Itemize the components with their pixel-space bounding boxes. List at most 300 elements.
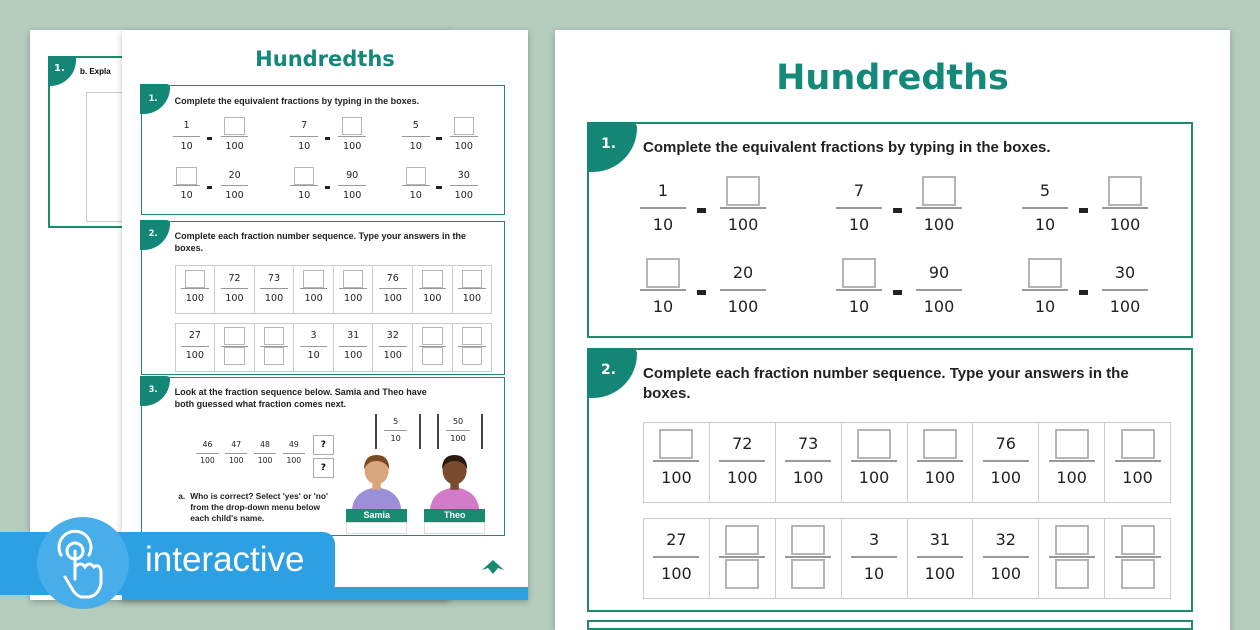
fraction-bar — [1102, 207, 1148, 209]
denominator: 100 — [1109, 297, 1141, 316]
fraction — [377, 270, 408, 308]
section-3 — [587, 620, 1193, 630]
fraction — [171, 117, 202, 155]
numerator: 90 — [346, 169, 359, 181]
numerator: 49 — [288, 439, 299, 449]
sequence-cell — [294, 324, 334, 371]
sequence-cell — [373, 266, 413, 313]
fraction-bar — [719, 556, 765, 558]
sequence-cell — [413, 324, 453, 371]
section-1 — [587, 122, 1193, 338]
sequence-cell — [908, 519, 974, 598]
numerator: 7 — [301, 120, 308, 132]
denominator: 10 — [307, 350, 320, 362]
answer-input-box[interactable] — [185, 270, 205, 288]
numerator: 27 — [666, 530, 687, 549]
denominator: 100 — [792, 468, 824, 487]
fraction-bar — [917, 556, 963, 558]
fraction — [179, 270, 210, 308]
unknown-value-box[interactable]: ? — [313, 458, 333, 478]
answer-input-box[interactable] — [462, 347, 482, 365]
sequence-cell — [373, 324, 413, 371]
answer-input-box[interactable] — [659, 429, 693, 459]
answer-input-box[interactable] — [342, 117, 362, 135]
section-number: 2. — [148, 228, 158, 239]
denominator: 10 — [848, 215, 870, 234]
denominator: 10 — [652, 215, 674, 234]
numerator: 1 — [657, 181, 669, 200]
numerator: 20 — [228, 169, 241, 181]
denominator: 100 — [923, 297, 955, 316]
fraction-bar — [653, 460, 699, 462]
speech-bubble — [375, 414, 421, 449]
fraction — [298, 327, 329, 365]
fraction — [281, 438, 306, 469]
sequence-row — [175, 323, 493, 372]
answer-input-box[interactable] — [462, 270, 482, 288]
fraction — [224, 438, 249, 469]
equals-sign — [697, 290, 706, 295]
question-label: a. — [178, 490, 186, 501]
numerator: 47 — [231, 439, 242, 449]
numerator: 5 — [412, 120, 419, 132]
answer-input-box[interactable] — [791, 559, 825, 589]
sequence-cell — [215, 266, 255, 313]
section-3 — [141, 377, 505, 536]
sequence-cell — [334, 324, 374, 371]
answer-input-box[interactable] — [454, 117, 474, 135]
denominator: 100 — [727, 297, 759, 316]
touch-icon-circle — [37, 517, 129, 609]
fraction-bar — [1022, 207, 1068, 209]
denominator: 100 — [383, 292, 402, 304]
denominator: 100 — [257, 456, 273, 466]
numerator: 76 — [386, 272, 399, 284]
equals-sign — [207, 137, 212, 140]
sequence-cell — [294, 266, 334, 313]
section-number: 1. — [54, 63, 65, 74]
section-number-badge — [140, 84, 170, 114]
denominator: 100 — [344, 292, 363, 304]
page-title: Hundredths — [255, 46, 395, 71]
denominator: 100 — [990, 468, 1022, 487]
fraction-bar — [851, 460, 897, 462]
answer-input-box[interactable] — [264, 347, 284, 365]
fraction-bar — [1115, 460, 1161, 462]
fraction — [258, 327, 289, 365]
fraction — [717, 176, 769, 240]
equals-sign — [697, 208, 706, 213]
answer-input-box[interactable] — [406, 167, 426, 185]
fraction — [179, 327, 210, 365]
equals-sign — [436, 137, 441, 140]
fraction — [253, 438, 278, 469]
section-instruction: Complete each fraction number sequence. Type your answers in the boxes. — [174, 231, 466, 254]
fraction-bar — [1022, 289, 1068, 291]
fraction — [448, 167, 479, 205]
sequence-cell — [973, 423, 1039, 502]
fraction — [1099, 176, 1151, 240]
sequence-cell — [1105, 519, 1170, 598]
worksheet — [555, 30, 1230, 630]
denominator: 100 — [200, 456, 215, 466]
answer-input-box[interactable] — [725, 525, 759, 555]
fraction — [716, 525, 768, 589]
fraction — [377, 327, 408, 365]
denominator: 100 — [343, 140, 362, 152]
equals-sign — [893, 290, 902, 295]
fraction — [289, 117, 320, 155]
section-number-badge — [140, 376, 170, 406]
fraction — [219, 117, 250, 155]
denominator: 10 — [180, 189, 193, 201]
fraction — [337, 167, 368, 205]
fraction-bar — [1049, 556, 1095, 558]
denominator: 100 — [304, 292, 323, 304]
answer-input-box[interactable] — [726, 176, 760, 206]
worksheet-page-preview — [122, 30, 528, 600]
page-title: Hundredths — [776, 58, 1009, 98]
fraction-bar — [916, 207, 962, 209]
section-instruction: Complete the equivalent fractions by typing in the boxes. — [643, 139, 1051, 156]
section-number: 1. — [148, 92, 158, 103]
answer-input-box[interactable] — [1121, 429, 1155, 459]
denominator: 100 — [343, 189, 362, 201]
section-number: 2. — [601, 362, 617, 378]
sequence-row — [643, 518, 1171, 599]
fraction-bar — [836, 207, 882, 209]
sequence-cell — [413, 266, 453, 313]
hand-tap-icon — [37, 517, 129, 609]
character-illustration-samia — [346, 449, 407, 509]
fraction — [782, 429, 834, 493]
sequence-cell — [453, 324, 492, 371]
fraction-bar — [917, 460, 963, 462]
denominator: 100 — [225, 292, 244, 304]
sequence-cell — [842, 423, 908, 502]
answer-input-box[interactable] — [224, 327, 244, 345]
denominator: 10 — [652, 297, 674, 316]
numerator: 31 — [929, 530, 951, 549]
denominator: 10 — [409, 189, 422, 201]
numerator: 30 — [457, 169, 470, 181]
fraction — [195, 438, 220, 469]
fraction-bar — [640, 289, 686, 291]
denominator: 100 — [454, 189, 473, 201]
equals-sign — [436, 186, 441, 189]
answer-dropdown[interactable] — [346, 522, 407, 534]
fraction-bar — [916, 289, 962, 291]
fraction — [914, 525, 966, 589]
sequence-cell — [176, 324, 216, 371]
fraction — [1112, 429, 1164, 493]
denominator: 100 — [185, 292, 205, 304]
answer-input-box[interactable] — [1055, 525, 1089, 555]
fraction — [171, 167, 202, 205]
numerator: 20 — [732, 263, 754, 282]
fraction — [650, 525, 702, 589]
sequence-cell — [973, 519, 1039, 598]
fraction — [298, 270, 329, 308]
answer-input-box[interactable] — [224, 117, 244, 135]
equals-sign — [893, 208, 902, 213]
numerator: 90 — [928, 263, 950, 282]
answer-input-box[interactable] — [857, 429, 891, 459]
denominator: 100 — [661, 564, 692, 583]
answer-input-box[interactable] — [922, 176, 956, 206]
answer-input-box[interactable] — [264, 327, 284, 345]
section-number-badge — [140, 220, 170, 250]
section-instruction: Complete each fraction number sequence. Type your answers in the boxes. — [643, 365, 1129, 402]
section-2 — [141, 221, 505, 375]
speech-bubble — [437, 414, 483, 449]
numerator: 72 — [732, 434, 753, 453]
fraction-bar — [785, 556, 831, 558]
fraction-bar — [1115, 556, 1161, 558]
section-number-badge — [48, 56, 76, 86]
fraction — [913, 258, 965, 322]
answer-input-box[interactable] — [422, 327, 442, 345]
sequence-cell — [453, 266, 492, 313]
sequence-cell — [1039, 423, 1105, 502]
answer-input-box[interactable] — [422, 270, 442, 288]
numerator: 30 — [1114, 263, 1136, 282]
fraction — [637, 258, 689, 322]
equals-sign — [325, 186, 330, 189]
denominator: 10 — [848, 297, 870, 316]
fraction — [716, 429, 768, 493]
sequence-cell — [842, 519, 908, 598]
sequence-cell — [1039, 519, 1105, 598]
answer-input-box[interactable] — [176, 167, 196, 185]
denominator: 10 — [863, 564, 885, 583]
sequence-cell — [908, 423, 974, 502]
denominator: 10 — [409, 140, 422, 152]
equals-sign — [1079, 290, 1088, 295]
fraction-bar — [983, 556, 1029, 558]
worksheet-page-main — [555, 30, 1230, 630]
fraction-bar — [1102, 289, 1148, 291]
fraction — [1019, 258, 1071, 322]
fraction — [219, 270, 250, 308]
fraction — [456, 327, 487, 365]
numerator: 76 — [995, 434, 1016, 453]
sequence-cell — [1105, 423, 1170, 502]
answer-input-box[interactable] — [1055, 429, 1089, 459]
sequence-row — [175, 265, 493, 314]
interactive-label: interactive — [145, 540, 305, 579]
equals-sign — [325, 137, 330, 140]
fraction-bar — [851, 556, 897, 558]
fraction-bar — [836, 289, 882, 291]
denominator: 100 — [185, 350, 205, 362]
sequence-cell — [644, 519, 710, 598]
denominator: 10 — [180, 140, 193, 152]
denominator: 100 — [1109, 215, 1141, 234]
denominator: 100 — [661, 468, 692, 487]
sequence-cell — [176, 266, 216, 313]
numerator: 48 — [260, 439, 270, 449]
denominator: 100 — [858, 468, 890, 487]
denominator: 100 — [286, 456, 302, 466]
numerator: 3 — [868, 530, 880, 549]
fraction — [1099, 258, 1151, 322]
fraction — [913, 176, 965, 240]
answer-input-box[interactable] — [1028, 258, 1062, 288]
denominator: 100 — [225, 140, 244, 152]
logo-icon — [480, 558, 506, 578]
fraction-bar — [719, 460, 765, 462]
section-1 — [141, 85, 505, 215]
section-2 — [587, 348, 1193, 612]
fraction — [1019, 176, 1071, 240]
numerator: 1 — [183, 120, 190, 132]
answer-input-box[interactable] — [303, 270, 323, 288]
sequence-cell — [776, 423, 842, 502]
fraction — [717, 258, 769, 322]
fraction — [456, 270, 487, 308]
denominator: 100 — [923, 215, 955, 234]
numerator: 31 — [347, 330, 360, 342]
fraction — [650, 429, 702, 493]
fraction — [782, 525, 834, 589]
numerator: 46 — [202, 439, 213, 449]
fraction — [914, 429, 966, 493]
denominator: 10 — [1034, 215, 1056, 234]
section-instruction: Look at the fraction sequence below. Samia and Theo have both guessed what fraction comes next. — [174, 387, 427, 410]
denominator: 100 — [727, 468, 758, 487]
sequence-cell — [644, 423, 710, 502]
denominator: 100 — [450, 433, 466, 444]
denominator: 10 — [298, 140, 311, 152]
answer-input-box[interactable] — [294, 167, 314, 185]
numerator: 73 — [798, 434, 819, 453]
character-illustration-theo — [424, 449, 485, 509]
answer-input-box[interactable] — [842, 258, 876, 288]
answer-input-box[interactable] — [1055, 559, 1089, 589]
denominator: 100 — [924, 468, 956, 487]
fraction — [1046, 525, 1098, 589]
fraction — [400, 117, 431, 155]
numerator: 5 — [1039, 181, 1051, 200]
section-number-badge — [587, 122, 637, 172]
fraction-bar — [785, 460, 831, 462]
sequence-cell — [334, 266, 374, 313]
fraction — [980, 429, 1032, 493]
numerator: 5 — [393, 415, 399, 426]
answer-input-box[interactable] — [343, 270, 363, 288]
fraction-bar — [1049, 460, 1095, 462]
numerator: 27 — [188, 330, 201, 342]
character-name: Theo — [424, 509, 485, 522]
answer-input-box[interactable] — [224, 347, 244, 365]
denominator: 10 — [1034, 297, 1056, 316]
equals-sign — [1079, 208, 1088, 213]
sequence-cell — [255, 266, 295, 313]
denominator: 10 — [390, 433, 401, 444]
fraction — [1112, 525, 1164, 589]
denominator: 100 — [225, 189, 244, 201]
numerator: 50 — [452, 415, 464, 426]
denominator: 100 — [1122, 468, 1153, 487]
fraction — [258, 270, 289, 308]
numerator: 3 — [310, 330, 317, 342]
fraction-bar — [640, 207, 686, 209]
fraction — [219, 167, 250, 205]
fraction — [337, 117, 368, 155]
fraction — [833, 258, 885, 322]
sequence-cell — [255, 324, 295, 371]
fraction — [289, 167, 320, 205]
answer-input-box[interactable] — [646, 258, 680, 288]
fraction — [448, 117, 479, 155]
fraction — [833, 176, 885, 240]
fraction — [417, 270, 448, 308]
fraction-bar — [653, 556, 699, 558]
answer-input-box[interactable] — [1121, 525, 1155, 555]
fraction — [400, 167, 431, 205]
unknown-fraction — [313, 435, 333, 480]
denominator: 100 — [423, 292, 442, 304]
section-number-badge — [587, 348, 637, 398]
unknown-value-box[interactable]: ? — [313, 435, 333, 455]
section-number: 3. — [148, 384, 158, 395]
numerator: 7 — [853, 181, 865, 200]
fraction-bar — [983, 460, 1029, 462]
denominator: 10 — [298, 189, 311, 201]
numerator: 73 — [267, 272, 281, 284]
fraction — [1046, 429, 1098, 493]
answer-input-box[interactable] — [462, 327, 482, 345]
fraction — [382, 414, 409, 447]
fraction — [848, 429, 900, 493]
fraction — [338, 270, 369, 308]
denominator: 100 — [383, 350, 402, 362]
sequence-cell — [710, 519, 776, 598]
denominator: 100 — [1056, 468, 1087, 487]
section-instruction: Complete the equivalent fractions by typing in the boxes. — [174, 95, 420, 106]
fraction-bar — [720, 289, 766, 291]
denominator: 100 — [454, 140, 473, 152]
fraction — [445, 414, 472, 447]
worksheet — [122, 30, 528, 600]
question-text: b. Expla — [80, 67, 111, 76]
denominator: 100 — [727, 215, 759, 234]
fraction — [637, 176, 689, 240]
denominator: 100 — [924, 564, 956, 583]
answer-input-box[interactable] — [923, 429, 957, 459]
sequence-row — [643, 422, 1171, 503]
denominator: 100 — [228, 456, 244, 466]
denominator: 100 — [462, 292, 482, 304]
answer-input-box[interactable] — [725, 559, 759, 589]
question-text: Who is correct? Select 'yes' or 'no' from the drop-down menu below each child's name. — [190, 490, 329, 524]
section-number: 1. — [601, 136, 617, 152]
fraction — [219, 327, 250, 365]
answer-input-box[interactable] — [791, 525, 825, 555]
sequence-cell — [776, 519, 842, 598]
answer-input-box[interactable] — [1121, 559, 1155, 589]
answer-input-box[interactable] — [422, 347, 442, 365]
answer-input-box[interactable] — [1108, 176, 1142, 206]
character-name: Samia — [346, 509, 407, 522]
fraction — [848, 525, 900, 589]
numerator: 32 — [995, 530, 1016, 549]
answer-dropdown[interactable] — [424, 522, 485, 534]
denominator: 100 — [344, 350, 363, 362]
equals-sign — [207, 186, 212, 189]
denominator: 100 — [264, 292, 284, 304]
